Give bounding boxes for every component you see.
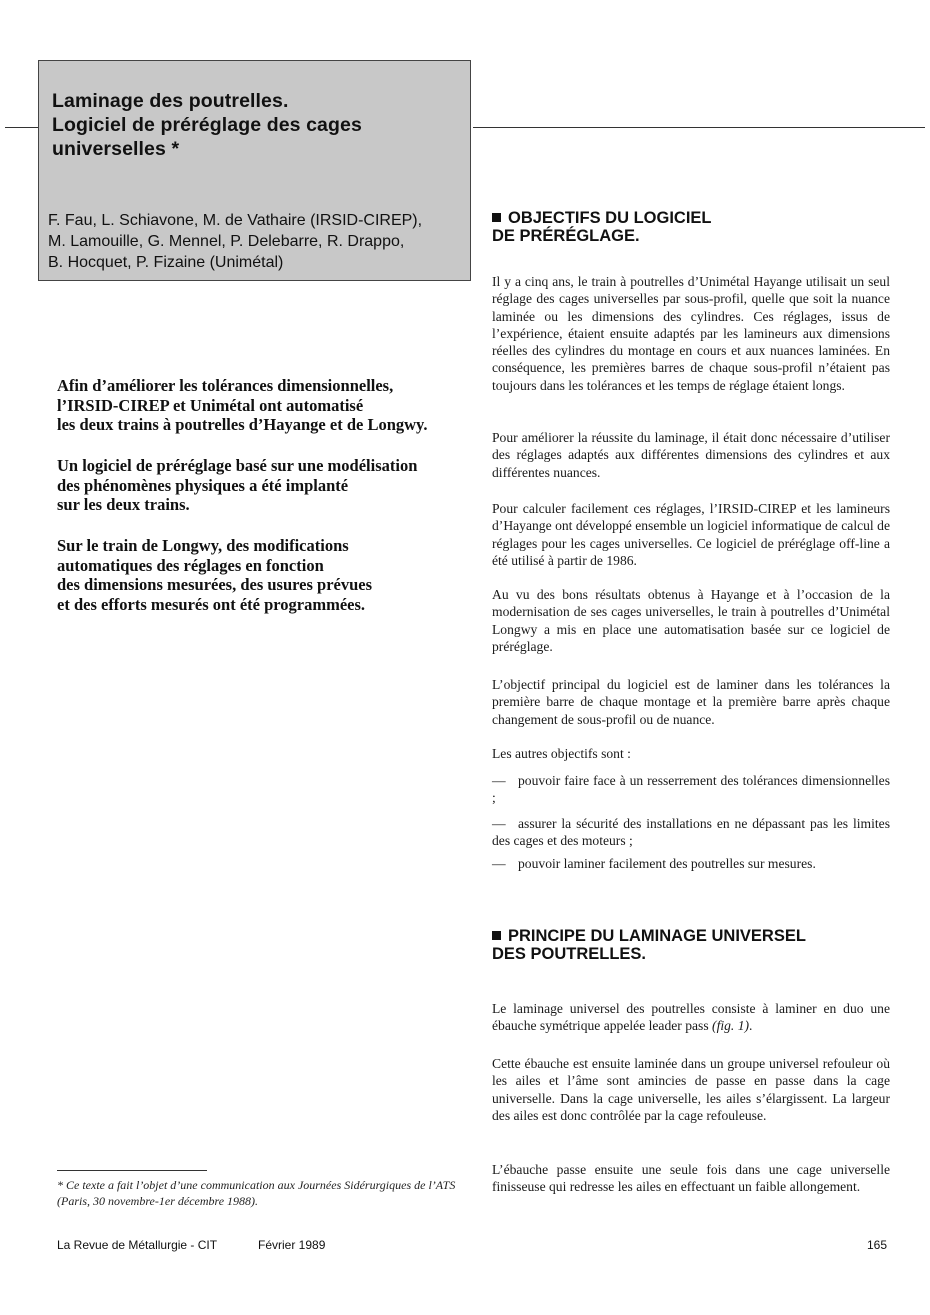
body-paragraph: Au vu des bons résultats obtenus à Hayange et à l’occasion de la modernisation de ses cages universelles, le train à poutrelles d’Unimétal Longwy a mis en place une automatisation basée sur ce logiciel de préréglage.: [492, 587, 890, 654]
body-paragraph: Pour calculer facilement ces réglages, l’IRSID-CIREP et les lamineurs d’Hayange ont développé ensemble un logiciel informatique de calcul de réglages pour les cages universelles. Ce logiciel de préréglage off-line a été utilisé à partir de 1986.: [492, 501, 890, 568]
list-item-text: pouvoir faire face à un resserrement des tolérances dimensionnelles ;: [492, 773, 890, 806]
body-paragraph: L’objectif principal du logiciel est de laminer dans les tolérances la première barre de chaque montage et la première barre après chaque changement de sous-profil ou de nuance.: [492, 677, 890, 727]
list-item: [492, 855, 890, 872]
footnote: * Ce texte a fait l’objet d’une communication aux Journées Sidérurgiques de l’ATS (Paris, 30 novembre-1er décembre 1988).: [57, 1178, 456, 1208]
footer-date: Février 1989: [258, 1238, 326, 1252]
figure-reference: (fig. 1): [712, 1018, 750, 1034]
abstract-line: les deux trains à poutrelles d’Hayange et de Longwy.: [57, 415, 428, 434]
abstract-line: Un logiciel de préréglage basé sur une modélisation: [57, 456, 418, 475]
dash-bullet: —: [492, 773, 506, 788]
body-paragraph: L’ébauche passe ensuite une seule fois dans une cage universelle finisseuse qui redresse les ailes en effectuant un faible allongement.: [492, 1162, 890, 1195]
abstract-line: des phénomènes physiques a été implanté: [57, 475, 349, 495]
dash-bullet: —: [492, 856, 506, 871]
authors-line-1: F. Fau, L. Schiavone, M. de Vathaire (IRSID-CIREP),: [48, 212, 423, 229]
footnote-rule: [57, 1170, 207, 1171]
header-rule-left: [5, 127, 39, 128]
body-paragraph: Cette ébauche est ensuite laminée dans un groupe universel refouleur où les ailes et l’âme sont amincies de passe en passe dans la cage universelle. Dans la cage universelle, les ailes s’élargissent. La largeur des ailes est donc contrôlée par la cage refouleuse.: [492, 1056, 890, 1123]
heading-line: DE PRÉRÉGLAGE.: [492, 227, 640, 245]
abstract-line: des dimensions mesurées, des usures prévues: [57, 575, 373, 594]
body-paragraph: Pour améliorer la réussite du laminage, il était donc nécessaire d’utiliser des réglages adaptés aux différentes dimensions des cylindres et aux différentes nuances.: [492, 430, 890, 480]
title-block: [38, 60, 471, 281]
list-item-text: pouvoir laminer facilement des poutrelles sur mesures.: [518, 856, 816, 871]
body-paragraph: Les autres objectifs sont :: [492, 746, 631, 761]
authors-line-2: M. Lamouille, G. Mennel, P. Delebarre, R. Drappo,: [48, 233, 405, 250]
square-bullet-icon: [492, 931, 501, 940]
article-title-line-2: Logiciel de préréglage des cages: [52, 114, 362, 136]
section-heading-objectifs: [492, 209, 912, 245]
abstract-line: Sur le train de Longwy, des modifications: [57, 536, 349, 555]
square-bullet-icon: [492, 213, 501, 222]
body-paragraph: Le laminage universel des poutrelles consiste à laminer en duo une ébauche symétrique appelée leader pass (fig. 1).: [492, 1001, 890, 1034]
abstract-line: sur les deux trains.: [57, 495, 190, 514]
authors-line-3: B. Hocquet, P. Fizaine (Unimétal): [48, 254, 284, 271]
footer-journal-name: La Revue de Métallurgie - CIT: [57, 1238, 218, 1252]
page-number: 165: [867, 1238, 888, 1252]
abstract-paragraph-3: [57, 536, 457, 614]
list-item-text: assurer la sécurité des installations en ne dépassant pas les limites des cages et des moteurs ;: [492, 816, 890, 849]
heading-line: PRINCIPE DU LAMINAGE UNIVERSEL: [492, 927, 912, 945]
heading-line: DES POUTRELLES.: [492, 945, 647, 963]
list-item: [492, 772, 890, 807]
list-item: [492, 815, 890, 850]
article-title-line-3: universelles *: [52, 138, 180, 160]
abstract-paragraph-2: [57, 456, 457, 515]
abstract-line: et des efforts mesurés ont été programmées.: [57, 594, 366, 614]
heading-line: OBJECTIFS DU LOGICIEL: [492, 209, 912, 227]
abstract-line: Afin d’améliorer les tolérances dimensionnelles,: [57, 376, 394, 395]
header-rule-right: [473, 127, 925, 128]
dash-bullet: —: [492, 816, 506, 831]
article-title-line-1: Laminage des poutrelles.: [52, 90, 289, 112]
section-heading-principe: [492, 927, 912, 963]
body-paragraph: Il y a cinq ans, le train à poutrelles d’Unimétal Hayange utilisait un seul réglage des cages universelles par sous-profil, quelle que soit la nuance laminée ou les dimensions des cylindres. Ces réglages, issus de l’expérience, étaient ensuite adaptés par les lamineurs aux dimensions réelles des cylindres du montage en cours et aux nuances laminées. En conséquence, les premières barres de chaque sous-profil n’étaient pas toujours dans les tolérances et les temps de réglage étaient longs.: [492, 274, 890, 393]
abstract-paragraph-1: [57, 376, 457, 435]
abstract-line: l’IRSID-CIREP et Unimétal ont automatisé: [57, 395, 364, 415]
abstract-line: automatiques des réglages en fonction: [57, 555, 324, 575]
